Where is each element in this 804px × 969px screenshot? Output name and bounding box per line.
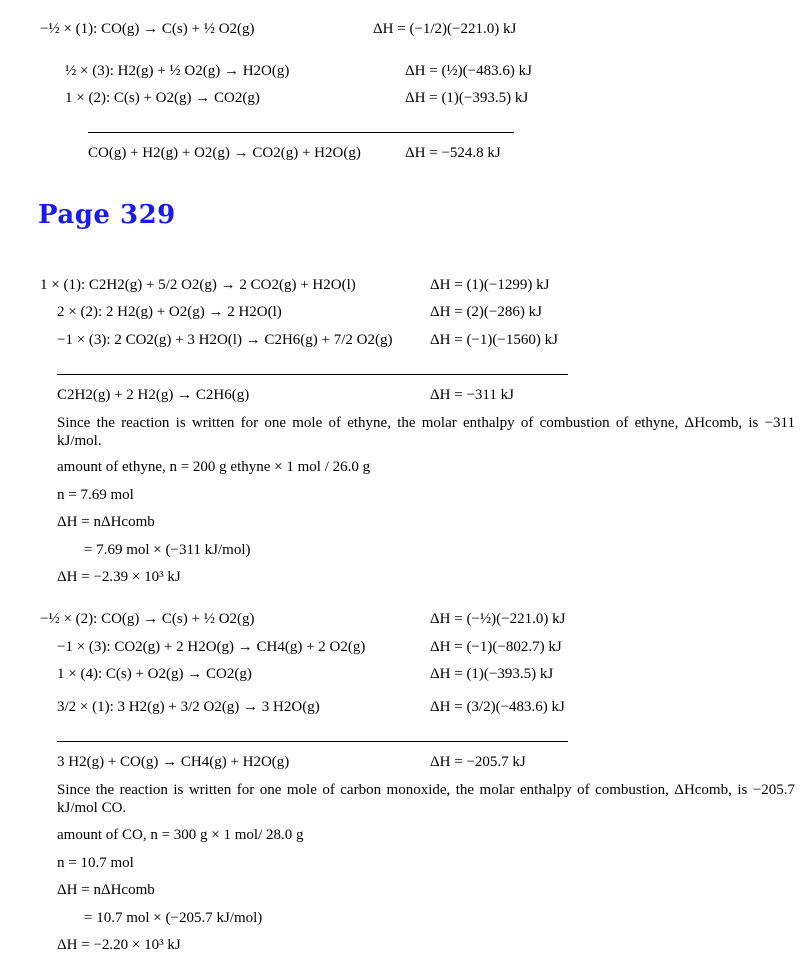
problem-3-dh-2: ΔH = (½)(−483.6) kJ	[405, 63, 532, 79]
problem-3-dh-1: ΔH = (−1/2)(−221.0) kJ	[373, 21, 517, 37]
problem-5-eq-4: 3/2 × (1): 3 H2(g) + 3/2 O2(g) → 3 H2O(g)	[57, 699, 320, 715]
problem-5-calc-5: ΔH = −2.20 × 10³ kJ	[57, 937, 181, 953]
problem-4-calc-2: n = 7.69 mol	[57, 487, 134, 503]
sum-rule	[88, 132, 514, 133]
problem-3-eq-1: −½ × (1): CO(g) → C(s) + ½ O2(g)	[40, 21, 255, 37]
problem-4-calc-4: = 7.69 mol × (−311 kJ/mol)	[84, 542, 251, 558]
problem-5-dh-1: ΔH = (−½)(−221.0) kJ	[430, 611, 566, 627]
problem-5-eq-1: −½ × (2): CO(g) → C(s) + ½ O2(g)	[40, 611, 255, 627]
problem-5-calc-2: n = 10.7 mol	[57, 855, 134, 871]
problem-5-calc-3: ΔH = nΔHcomb	[57, 882, 155, 898]
page-heading: Page 329	[38, 200, 176, 230]
problem-5-net-dh: ΔH = −205.7 kJ	[430, 754, 526, 770]
problem-4-eq-2: 2 × (2): 2 H2(g) + O2(g) → 2 H2O(l)	[57, 304, 282, 320]
problem-5-dh-3: ΔH = (1)(−393.5) kJ	[430, 666, 554, 682]
problem-5-net-eq: 3 H2(g) + CO(g) → CH4(g) + H2O(g)	[57, 754, 290, 770]
problem-5-calc-4: = 10.7 mol × (−205.7 kJ/mol)	[84, 910, 263, 926]
problem-5-explanation: Since the reaction is written for one mole of carbon monoxide, the molar enthalpy of combustion, ΔHcomb, is −205.7 kJ/mol CO.	[57, 782, 795, 816]
problem-4-calc-1: amount of ethyne, n = 200 g ethyne × 1 mol / 26.0 g	[57, 459, 371, 475]
problem-3-eq-2: ½ × (3): H2(g) + ½ O2(g) → H2O(g)	[65, 63, 290, 79]
problem-5-dh-2: ΔH = (−1)(−802.7) kJ	[430, 639, 562, 655]
problem-4-eq-1: 1 × (1): C2H2(g) + 5/2 O2(g) → 2 CO2(g) + H2O(l)	[40, 277, 356, 293]
problem-3-net-dh: ΔH = −524.8 kJ	[405, 145, 501, 161]
sum-rule	[57, 374, 568, 375]
problem-3-net-eq: CO(g) + H2(g) + O2(g) → CO2(g) + H2O(g)	[88, 145, 361, 161]
problem-5-eq-3: 1 × (4): C(s) + O2(g) → CO2(g)	[57, 666, 252, 682]
problem-5-calc-1: amount of CO, n = 300 g × 1 mol/ 28.0 g	[57, 827, 304, 843]
problem-4-dh-3: ΔH = (−1)(−1560) kJ	[430, 332, 558, 348]
problem-5-eq-2: −1 × (3): CO2(g) + 2 H2O(g) → CH4(g) + 2 O2(g)	[57, 639, 366, 655]
sum-rule	[57, 741, 568, 742]
problem-4-explanation: Since the reaction is written for one mole of ethyne, the molar enthalpy of combustion of ethyne, ΔHcomb, is −311 kJ/mol.	[57, 415, 795, 449]
problem-3-eq-3: 1 × (2): C(s) + O2(g) → CO2(g)	[65, 90, 260, 106]
problem-5-dh-4: ΔH = (3/2)(−483.6) kJ	[430, 699, 565, 715]
problem-4-calc-5: ΔH = −2.39 × 10³ kJ	[57, 569, 181, 585]
problem-3-dh-3: ΔH = (1)(−393.5) kJ	[405, 90, 529, 106]
problem-4-eq-3: −1 × (3): 2 CO2(g) + 3 H2O(l) → C2H6(g) + 7/2 O2(g)	[57, 332, 393, 348]
problem-4-net-eq: C2H2(g) + 2 H2(g) → C2H6(g)	[57, 387, 250, 403]
problem-4-dh-2: ΔH = (2)(−286) kJ	[430, 304, 542, 320]
problem-4-dh-1: ΔH = (1)(−1299) kJ	[430, 277, 550, 293]
problem-4-calc-3: ΔH = nΔHcomb	[57, 514, 155, 530]
problem-4-net-dh: ΔH = −311 kJ	[430, 387, 514, 403]
